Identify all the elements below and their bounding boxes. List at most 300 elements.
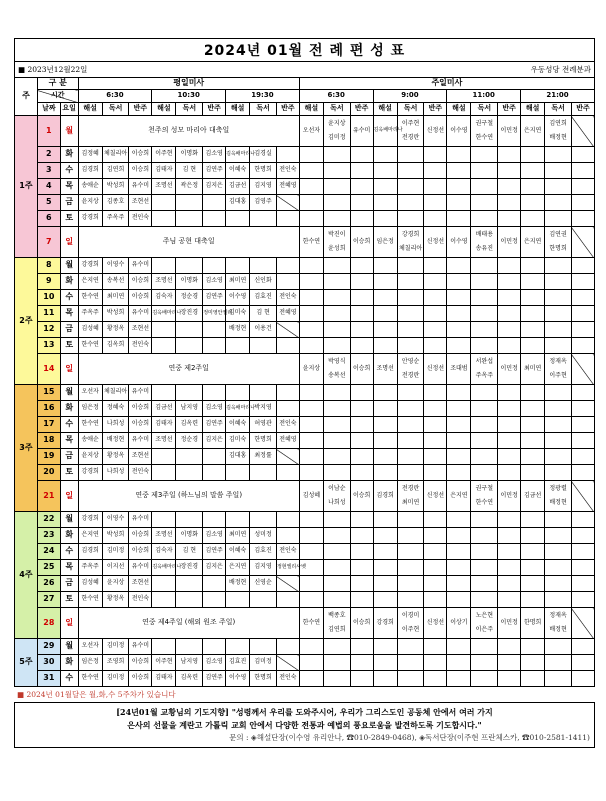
weekday-minister: 김미정 xyxy=(102,639,129,655)
minister-name: 이경미 xyxy=(401,611,420,619)
empty-slot xyxy=(571,481,594,512)
weekday-minister xyxy=(276,211,299,227)
celebration-title: 천주의 성모 마리아 대축일 xyxy=(78,116,299,147)
blank-cell xyxy=(447,512,471,528)
blank-cell xyxy=(350,338,373,354)
weekday-minister: 정혜숙 xyxy=(102,401,129,417)
date-cell: 23 xyxy=(37,528,60,544)
blank-cell xyxy=(521,211,545,227)
empty-slot xyxy=(571,608,594,639)
weekday-minister xyxy=(276,147,299,163)
blank-cell xyxy=(424,560,447,576)
blank-cell xyxy=(350,306,373,322)
weekday-minister: 강경희 xyxy=(78,258,102,274)
date-cell: 29 xyxy=(37,639,60,655)
minister-name: 주옥주 xyxy=(475,371,494,379)
role-header: 반주 xyxy=(498,103,521,116)
blank-cell xyxy=(373,560,397,576)
minister-name: 이주현 xyxy=(401,119,420,127)
blank-cell xyxy=(424,258,447,274)
blank-cell xyxy=(521,465,545,481)
blank-cell xyxy=(471,258,498,274)
role-header: 반주 xyxy=(276,103,299,116)
weekday-minister: 김태자 xyxy=(152,671,176,687)
weekday-minister: 남지영 xyxy=(176,401,203,417)
weekday-minister: 최미연 xyxy=(226,528,250,544)
blank-cell xyxy=(299,338,323,354)
sunday-minister: 이민정 xyxy=(498,608,521,639)
sunday-minister: 신정선 xyxy=(424,354,447,385)
weekday-minister xyxy=(203,322,226,338)
blank-cell xyxy=(323,512,350,528)
blank-cell xyxy=(424,639,447,655)
weekday-minister: 조현선 xyxy=(129,195,152,211)
day-cell: 목 xyxy=(60,306,78,322)
blank-cell xyxy=(521,528,545,544)
blank-cell xyxy=(471,528,498,544)
weekday-minister: 전인숙 xyxy=(276,163,299,179)
minister-name: 서완섭 xyxy=(475,357,494,365)
blank-cell xyxy=(471,465,498,481)
blank-cell xyxy=(323,322,350,338)
blank-cell xyxy=(323,639,350,655)
blank-cell xyxy=(373,385,397,401)
weekday-minister xyxy=(276,465,299,481)
weekday-minister: 김미정 xyxy=(102,671,129,687)
blank-cell xyxy=(323,147,350,163)
blank-cell xyxy=(373,465,397,481)
date-cell: 24 xyxy=(37,544,60,560)
sunday-minister: 윤지상 xyxy=(299,354,323,385)
weekday-minister xyxy=(176,639,203,655)
blank-cell xyxy=(373,512,397,528)
blank-cell xyxy=(571,576,594,592)
weekday-minister xyxy=(250,592,277,608)
blank-cell xyxy=(447,322,471,338)
blank-cell xyxy=(323,465,350,481)
blank-cell xyxy=(397,179,424,195)
weekday-minister: 유수미 xyxy=(129,433,152,449)
date-cell: 27 xyxy=(37,592,60,608)
blank-cell xyxy=(545,560,572,576)
weekday-minister: 이혜숙 xyxy=(226,544,250,560)
celebration-title: 연중 제2주일 xyxy=(78,354,299,385)
blank-cell xyxy=(424,544,447,560)
minister-name: 한수연 xyxy=(475,498,494,506)
blank-cell xyxy=(373,417,397,433)
weekday-minister xyxy=(276,401,299,417)
blank-cell xyxy=(571,592,594,608)
weekday-minister xyxy=(176,465,203,481)
weekday-minister: 배정현 xyxy=(226,576,250,592)
blank-cell xyxy=(521,449,545,465)
minister-name: 이남순 xyxy=(328,484,346,492)
weekday-minister xyxy=(203,639,226,655)
blank-cell xyxy=(447,147,471,163)
blank-cell xyxy=(545,639,572,655)
blank-cell xyxy=(471,512,498,528)
blank-cell xyxy=(571,306,594,322)
blank-cell xyxy=(545,401,572,417)
blank-cell xyxy=(545,179,572,195)
blank-cell xyxy=(545,449,572,465)
sunday-minister: 김성혜 xyxy=(299,481,323,512)
week-label: 4주 xyxy=(15,512,38,639)
blank-cell xyxy=(299,258,323,274)
blank-cell xyxy=(498,655,521,671)
role-header: 독서 xyxy=(323,103,350,116)
weekday-minister: 윤지상 xyxy=(102,576,129,592)
blank-cell xyxy=(299,671,323,687)
date-cell: 7 xyxy=(37,227,60,258)
blank-cell xyxy=(350,639,373,655)
weekday-minister: 임은정 xyxy=(78,655,102,671)
blank-cell xyxy=(498,322,521,338)
weekday-minister: 김연주 xyxy=(203,163,226,179)
time-slot-header: 9:00 xyxy=(373,90,447,103)
weekday-minister xyxy=(152,211,176,227)
blank-cell xyxy=(447,528,471,544)
weekday-minister xyxy=(276,258,299,274)
weekday-minister: 조명선 xyxy=(152,433,176,449)
blank-cell xyxy=(299,211,323,227)
day-cell: 금 xyxy=(60,322,78,338)
blank-cell xyxy=(397,211,424,227)
blank-cell xyxy=(471,639,498,655)
blank-cell xyxy=(397,655,424,671)
sunday-minister: 한수연 xyxy=(299,227,323,258)
blank-cell xyxy=(447,449,471,465)
blank-cell xyxy=(521,385,545,401)
minister-name: 이주현 xyxy=(401,625,420,633)
blank-cell xyxy=(521,147,545,163)
weekday-minister xyxy=(176,258,203,274)
weekday-minister xyxy=(226,258,250,274)
weekday-minister: 강경희 xyxy=(78,465,102,481)
minister-name: 윤지상 xyxy=(328,119,346,127)
sunday-minister: 신정선 xyxy=(424,481,447,512)
blank-cell xyxy=(498,401,521,417)
blank-cell xyxy=(521,433,545,449)
blank-cell xyxy=(397,592,424,608)
blank-cell xyxy=(350,465,373,481)
weekday-minister: 김미정 xyxy=(102,544,129,560)
blank-cell xyxy=(571,544,594,560)
blank-cell xyxy=(397,433,424,449)
minister-name: 권구철 xyxy=(475,119,494,127)
minister-name: 정광렬 xyxy=(549,484,567,492)
sunday-minister xyxy=(471,227,498,258)
blank-cell xyxy=(373,576,397,592)
weekday-minister: 송애순 xyxy=(78,179,102,195)
sunday-minister: 이민정 xyxy=(498,116,521,147)
weekday-minister: 김지은 xyxy=(203,560,226,576)
blank-cell xyxy=(571,195,594,211)
blank-cell xyxy=(397,258,424,274)
weekday-minister: 김옥련 xyxy=(176,417,203,433)
sunday-minister: 신정선 xyxy=(424,227,447,258)
blank-cell xyxy=(545,258,572,274)
blank-cell xyxy=(373,592,397,608)
blank-cell xyxy=(571,163,594,179)
blank-cell xyxy=(424,671,447,687)
meta-row xyxy=(14,62,595,77)
minister-name: 한수연 xyxy=(475,133,494,141)
blank-cell xyxy=(571,433,594,449)
blank-cell xyxy=(571,338,594,354)
blank-cell xyxy=(571,322,594,338)
blank-cell xyxy=(545,512,572,528)
blank-cell xyxy=(545,195,572,211)
date-cell: 30 xyxy=(37,655,60,671)
sunday-minister xyxy=(397,481,424,512)
blank-cell xyxy=(471,544,498,560)
minister-name: 정재옥 xyxy=(549,357,567,365)
weekday-minister: 최미연 xyxy=(226,274,250,290)
date-cell: 3 xyxy=(37,163,60,179)
blank-cell xyxy=(498,385,521,401)
weekday-minister: 김성혜 xyxy=(78,322,102,338)
blank-cell xyxy=(571,211,594,227)
minister-name: 김연희 xyxy=(549,119,567,127)
blank-cell xyxy=(424,449,447,465)
weekday-minister xyxy=(276,639,299,655)
blank-cell xyxy=(373,639,397,655)
week-label: 3주 xyxy=(15,385,38,512)
day-cell: 금 xyxy=(60,449,78,465)
sunday-minister: 이승희 xyxy=(350,481,373,512)
blank-cell xyxy=(373,671,397,687)
weekday-minister: 전인숙 xyxy=(276,290,299,306)
weekday-minister xyxy=(152,195,176,211)
weekday-minister xyxy=(203,195,226,211)
minister-name: 윤성희 xyxy=(328,244,346,252)
role-header: 독서 xyxy=(397,103,424,116)
blank-cell xyxy=(521,639,545,655)
blank-cell xyxy=(521,274,545,290)
weekday-minister xyxy=(176,385,203,401)
sunday-minister: 이승희 xyxy=(350,608,373,639)
blank-cell xyxy=(299,147,323,163)
day-cell: 목 xyxy=(60,433,78,449)
weekday-minister: 이승희 xyxy=(129,544,152,560)
role-header: 반주 xyxy=(571,103,594,116)
blank-cell xyxy=(447,211,471,227)
blank-cell xyxy=(350,401,373,417)
sunday-minister: 한수연 xyxy=(299,608,323,639)
blank-cell xyxy=(447,639,471,655)
role-header: 독서 xyxy=(471,103,498,116)
blank-cell xyxy=(545,465,572,481)
sunday-minister xyxy=(545,116,572,147)
weekday-minister: 김경희 xyxy=(78,163,102,179)
blank-cell xyxy=(323,211,350,227)
blank-cell xyxy=(571,639,594,655)
day-cell: 월 xyxy=(60,116,78,147)
minister-stack xyxy=(545,117,571,145)
minister-stack xyxy=(471,355,497,383)
weekday-minister xyxy=(203,258,226,274)
blank-cell xyxy=(471,449,498,465)
weekday-minister: 이혜숙 xyxy=(226,163,250,179)
blank-cell xyxy=(397,671,424,687)
weekday-minister: 박성희 xyxy=(102,179,129,195)
sunday-minister: 이민정 xyxy=(498,481,521,512)
weekday-minister xyxy=(203,211,226,227)
weekday-minister: 신인화 xyxy=(250,274,277,290)
blank-cell xyxy=(373,433,397,449)
weekday-minister: 전혜영 xyxy=(276,179,299,195)
blank-cell xyxy=(545,544,572,560)
blank-cell xyxy=(521,512,545,528)
weekday-minister xyxy=(152,512,176,528)
sunday-minister xyxy=(323,116,350,147)
blank-cell xyxy=(447,592,471,608)
blank-cell xyxy=(350,274,373,290)
weekday-minister: 이승희 xyxy=(129,417,152,433)
weekday-minister: 김소영 xyxy=(203,147,226,163)
sunday-minister: 조명선 xyxy=(373,354,397,385)
blank-cell xyxy=(571,465,594,481)
blank-cell xyxy=(447,560,471,576)
weekday-minister: 이수영 xyxy=(226,290,250,306)
weekday-minister xyxy=(176,322,203,338)
weekday-minister: 한명희 xyxy=(250,433,277,449)
weekday-minister: 한명희 xyxy=(250,671,277,687)
weekday-minister: 오선자 xyxy=(78,385,102,401)
minister-name: 이주현 xyxy=(549,371,567,379)
blank-cell xyxy=(373,258,397,274)
day-cell: 수 xyxy=(60,290,78,306)
blank-cell xyxy=(498,163,521,179)
blank-cell xyxy=(424,433,447,449)
blank-cell xyxy=(350,449,373,465)
blank-cell xyxy=(498,306,521,322)
minister-name: 안영순 xyxy=(401,357,420,365)
weekday-minister: 이승희 xyxy=(129,401,152,417)
sunday-minister xyxy=(323,608,350,639)
blank-cell xyxy=(397,274,424,290)
blank-cell xyxy=(571,671,594,687)
weekday-minister: 이명화 xyxy=(176,528,203,544)
blank-cell xyxy=(571,560,594,576)
weekday-minister: 김효진 xyxy=(226,655,250,671)
blank-cell xyxy=(545,655,572,671)
minister-name: 배정현 xyxy=(549,133,567,141)
blank-cell xyxy=(299,449,323,465)
minister-name: 김연희 xyxy=(328,625,346,633)
date-cell: 31 xyxy=(37,671,60,687)
blank-cell xyxy=(350,560,373,576)
weekday-minister: 곽은정 xyxy=(176,179,203,195)
weekday-minister: 김금선 xyxy=(152,401,176,417)
sunday-minister: 은지연 xyxy=(521,116,545,147)
minister-name: 전경란 xyxy=(401,484,420,492)
blank-cell xyxy=(350,592,373,608)
weekday-minister xyxy=(250,338,277,354)
sunday-minister: 신정선 xyxy=(424,608,447,639)
blank-cell xyxy=(299,465,323,481)
weekday-minister: 김종호 xyxy=(102,195,129,211)
weekday-minister xyxy=(226,592,250,608)
blank-cell xyxy=(424,274,447,290)
role-header: 해설 xyxy=(78,103,102,116)
blank-cell xyxy=(424,338,447,354)
blank-cell xyxy=(447,655,471,671)
weekday-minister xyxy=(176,592,203,608)
blank-cell xyxy=(471,338,498,354)
blank-cell xyxy=(521,290,545,306)
weekday-minister: 김옥배마리나 xyxy=(226,401,250,417)
weekday-minister: 이승희 xyxy=(129,274,152,290)
blank-cell xyxy=(447,417,471,433)
blank-cell xyxy=(299,274,323,290)
day-cell: 수 xyxy=(60,417,78,433)
blank-cell xyxy=(545,385,572,401)
weekday-minister: 박지영 xyxy=(250,401,277,417)
weekday-minister: 전인숙 xyxy=(276,671,299,687)
sunday-minister: 유수미 xyxy=(350,116,373,147)
blank-cell xyxy=(350,512,373,528)
sunday-minister: 은지연 xyxy=(521,227,545,258)
weekday-minister: 송애순 xyxy=(78,433,102,449)
sunday-minister xyxy=(323,354,350,385)
minister-stack xyxy=(324,355,350,383)
weekday-minister: 이혜숙 xyxy=(226,417,250,433)
weekday-minister: 김효진 xyxy=(250,544,277,560)
gubun-header: 구 분 xyxy=(37,78,78,90)
sunday-minister xyxy=(471,354,498,385)
blank-cell xyxy=(498,195,521,211)
minister-name: 전경란 xyxy=(401,133,420,141)
weekday-minister xyxy=(250,465,277,481)
sunday-minister: 이수영 xyxy=(447,227,471,258)
weekday-minister: 나희성 xyxy=(102,465,129,481)
weekday-minister: 김대홍 xyxy=(226,449,250,465)
weekday-minister xyxy=(203,385,226,401)
minister-stack xyxy=(324,609,350,637)
blank-cell xyxy=(299,655,323,671)
weekday-minister: 전인숙 xyxy=(129,338,152,354)
blank-cell xyxy=(299,290,323,306)
sunday-minister: 조대범 xyxy=(447,354,471,385)
weekday-minister: 허영관 xyxy=(250,417,277,433)
blank-cell xyxy=(373,306,397,322)
weekday-minister xyxy=(226,211,250,227)
blank-cell xyxy=(471,433,498,449)
weekday-minister: 전인숙 xyxy=(129,211,152,227)
sunday-minister: 김옥배마리나 xyxy=(373,116,397,147)
date-cell: 20 xyxy=(37,465,60,481)
date-cell: 5 xyxy=(37,195,60,211)
day-cell: 월 xyxy=(60,258,78,274)
weekday-minister: 한수연 xyxy=(78,592,102,608)
blank-cell xyxy=(498,274,521,290)
blank-cell xyxy=(397,576,424,592)
blank-cell xyxy=(424,306,447,322)
sunday-minister xyxy=(397,227,424,258)
blank-cell xyxy=(521,576,545,592)
blank-cell xyxy=(373,322,397,338)
blank-cell xyxy=(373,290,397,306)
weekday-minister: 김옥배마리나 xyxy=(226,147,250,163)
minister-name: 이은주 xyxy=(475,625,494,633)
blank-cell xyxy=(545,528,572,544)
minister-stack xyxy=(398,228,424,256)
blank-cell xyxy=(299,433,323,449)
role-header: 독서 xyxy=(250,103,277,116)
weekday-minister xyxy=(226,385,250,401)
